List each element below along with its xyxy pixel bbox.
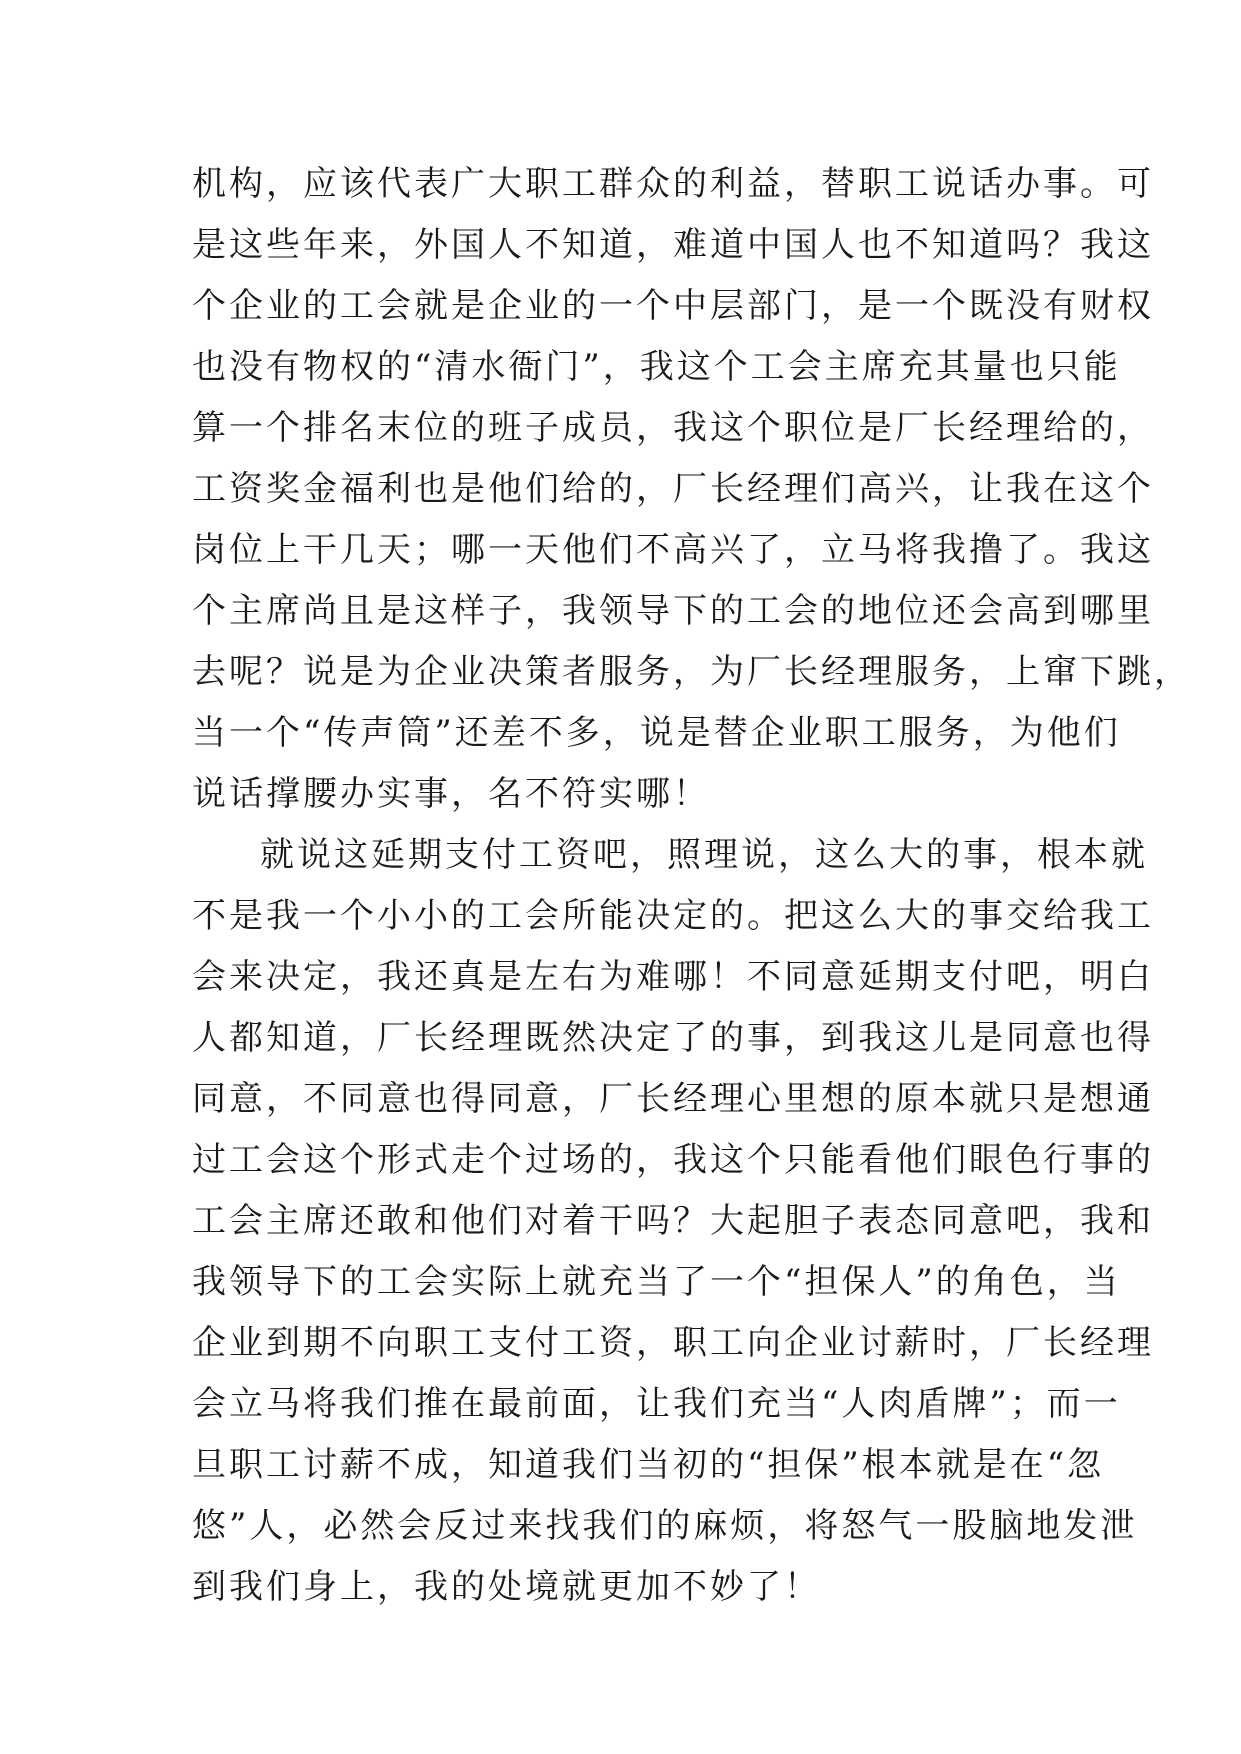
text-line: 不是我一个小小的工会所能决定的。把这么大的事交给我工 [192,896,1154,936]
text-line: 也没有物权的“清水衙门”，我这个工会主席充其量也只能 [192,347,1121,387]
text-line: 人都知道，厂长经理既然决定了的事，到我这儿是同意也得 [192,1018,1154,1058]
text-line: 个企业的工会就是企业的一个中层部门，是一个既没有财权 [192,286,1154,326]
text-line: 机构，应该代表广大职工群众的利益，替职工说话办事。可 [192,164,1154,204]
text-line: 悠”人，必然会反过来找我们的麻烦，将怒气一股脑地发泄 [192,1506,1138,1546]
text-line: 会来决定，我还真是左右为难哪！不同意延期支付吧，明白 [192,957,1154,997]
text-line: 旦职工讨薪不成，知道我们当初的“担保”根本就是在“忽 [192,1445,1105,1485]
text-line: 会立马将我们推在最前面，让我们充当“人肉盾牌”；而一 [192,1384,1121,1424]
text-line: 工会主席还敢和他们对着干吗？大起胆子表态同意吧，我和 [192,1201,1154,1241]
text-line: 同意，不同意也得同意，厂长经理心里想的原本就只是想通 [192,1079,1154,1119]
text-line: 过工会这个形式走个过场的，我这个只能看他们眼色行事的 [192,1140,1154,1180]
text-line: 企业到期不向职工支付工资，职工向企业讨薪时，厂长经理 [192,1323,1154,1363]
paragraph [192,825,1154,1618]
text-line: 个主席尚且是这样子，我领导下的工会的地位还会高到哪里 [192,591,1154,631]
text-line: 当一个“传声筒”还差不多，说是替企业职工服务，为他们 [192,713,1121,753]
text-line: 去呢？说是为企业决策者服务，为厂长经理服务，上窜下跳， [192,652,1191,692]
text-line: 工资奖金福利也是他们给的，厂长经理们高兴，让我在这个 [192,469,1154,509]
text-line: 我领导下的工会实际上就充当了一个“担保人”的角色，当 [192,1262,1121,1302]
text-line: 就说这延期支付工资吧，照理说，这么大的事，根本就 [260,835,1148,875]
paragraph [192,154,1191,825]
text-line: 到我们身上，我的处境就更加不妙了！ [192,1567,821,1607]
text-line: 算一个排名末位的班子成员，我这个职位是厂长经理给的， [192,408,1154,448]
text-line: 岗位上干几天；哪一天他们不高兴了，立马将我撸了。我这 [192,530,1154,570]
text-line: 说话撑腰办实事，名不符实哪！ [192,774,710,814]
text-line: 是这些年来，外国人不知道，难道中国人也不知道吗？我这 [192,225,1154,265]
body-text [192,154,1191,1618]
